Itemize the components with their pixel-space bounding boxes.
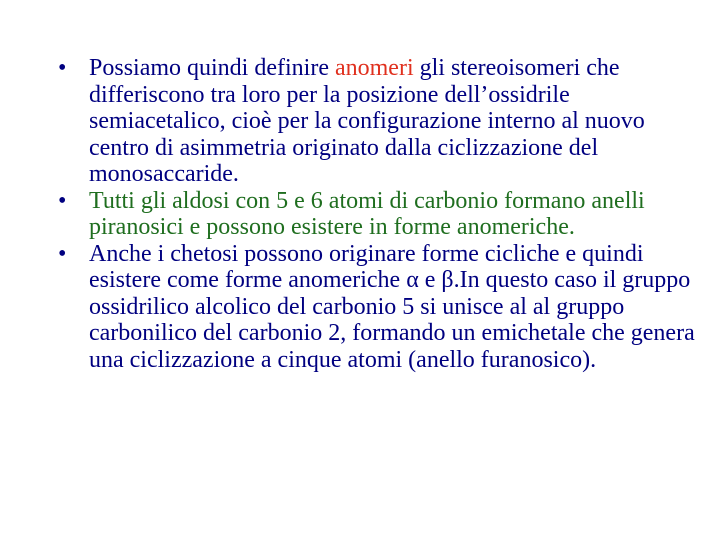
bullet-dot-icon: • (58, 187, 67, 214)
bullet-dot-icon: • (58, 55, 67, 81)
bullet-chetosi (58, 241, 698, 374)
bullet-text: Tutti gli aldosi con 5 e 6 atomi di carbonio formano anelli piranosici e possono esistere in forme anomeriche. (89, 187, 645, 240)
bullet-list (58, 55, 698, 373)
bullet-text-part: .In questo caso il gruppo ossidrilico alcolico del carbonio 5 si unisce al al gruppo carbonilico del carbonio 2, formando un emichetale che genera una ciclizzazione a cinque atomi (anello furanosico). (89, 267, 695, 373)
slide-content (58, 55, 698, 373)
alpha-symbol: α (406, 267, 419, 293)
bullet-text-part: Anche i chetosi possono originare forme cicliche e quindi esistere come forme anomeriche (89, 240, 644, 293)
bullet-text-part: Possiamo quindi definire (89, 55, 335, 81)
bullet-aldosi (58, 188, 698, 241)
bullet-text-part: gli stereoisomeri che differiscono tra loro per la posizione dell’ossidrile semiacetalico, cioè per la configurazione interno al nuovo centro di asimmetria originato dalla ciclizzazione del monosaccaride. (89, 55, 645, 187)
bullet-text-part: e (418, 267, 442, 293)
beta-symbol: β (441, 267, 454, 293)
bullet-dot-icon: • (58, 240, 67, 267)
highlight-term: anomeri (334, 55, 414, 81)
bullet-anomeri-definition (58, 55, 698, 188)
